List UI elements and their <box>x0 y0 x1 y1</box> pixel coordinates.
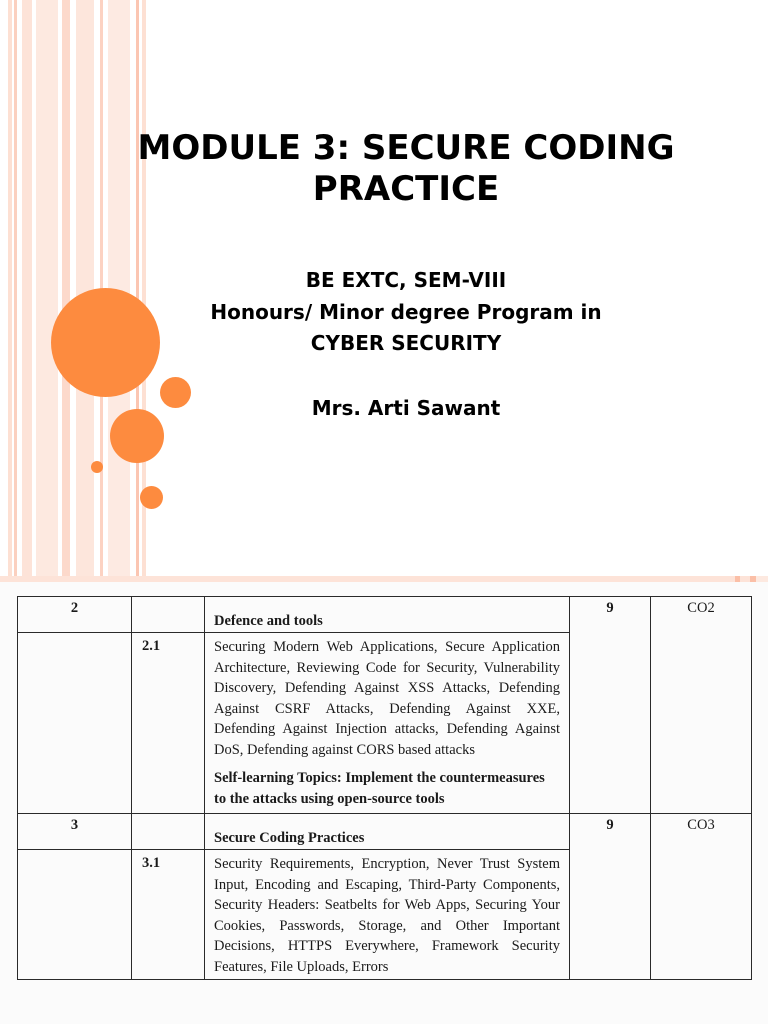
hours-cell: 9 <box>570 597 651 814</box>
module-number: 2 <box>18 597 132 633</box>
title-line: MODULE 3: SECURE CODING <box>137 128 675 168</box>
syllabus-table <box>17 596 752 980</box>
author-name: Mrs. Arti Sawant <box>311 396 501 420</box>
decorative-circle-tiny <box>91 461 103 473</box>
title-line: PRACTICE <box>312 169 500 209</box>
topic-description: Securing Modern Web Applications, Secure Application Architecture, Reviewing Code for Security, Vulnerability Discovery, Defending Against XSS Attacks, Defending Against CSRF Attacks, Defending Against XXE, Defending Against Injection attacks, Defending Against DoS, Defending against CORS based attacks <box>214 639 560 758</box>
subject-line: CYBER SECURITY <box>310 331 502 355</box>
decorative-stripe <box>36 0 58 576</box>
module-heading-cell <box>205 814 570 850</box>
decorative-stripe <box>62 0 70 576</box>
sub-number: 2.1 <box>132 633 205 814</box>
self-learning-topics: Self-learning Topics: Implement the countermeasures to the attacks using open-source tools <box>214 770 545 807</box>
sub-number-empty <box>132 597 205 633</box>
topic-description-cell <box>205 850 570 980</box>
slide-title <box>100 128 712 210</box>
module-heading: Secure Coding Practices <box>214 830 365 846</box>
decorative-circle-small <box>140 486 163 509</box>
sub-number-empty <box>132 814 205 850</box>
program-line: Honours/ Minor degree Program in <box>210 300 602 324</box>
co-cell: CO2 <box>651 597 752 814</box>
slide-top-edge <box>0 576 768 582</box>
hours-cell: 9 <box>570 814 651 980</box>
decorative-stripe <box>22 0 32 576</box>
co-cell: CO3 <box>651 814 752 980</box>
topic-description-cell <box>205 633 570 814</box>
decorative-stripe <box>8 0 12 576</box>
module-number-empty <box>18 850 132 980</box>
sub-number: 3.1 <box>132 850 205 980</box>
module-number-empty <box>18 633 132 814</box>
topic-description: Security Requirements, Encryption, Never Trust System Input, Encoding and Escaping, Third-Party Components, Security Headers: Seatbelts for Web Apps, Securing Your Cookies, Passwords, Storage, and Other Important Decisions, HTTPS Everywhere, Framework Security Features, File Uploads, Errors <box>214 856 560 975</box>
syllabus-slide <box>0 576 768 1024</box>
course-line: BE EXTC, SEM-VIII <box>305 268 507 292</box>
module-heading-cell <box>205 597 570 633</box>
table-row <box>18 597 752 633</box>
decorative-stripe <box>14 0 17 576</box>
module-heading: Defence and tools <box>214 613 323 629</box>
module-number: 3 <box>18 814 132 850</box>
decorative-stripe <box>76 0 94 576</box>
table-row <box>18 814 752 850</box>
